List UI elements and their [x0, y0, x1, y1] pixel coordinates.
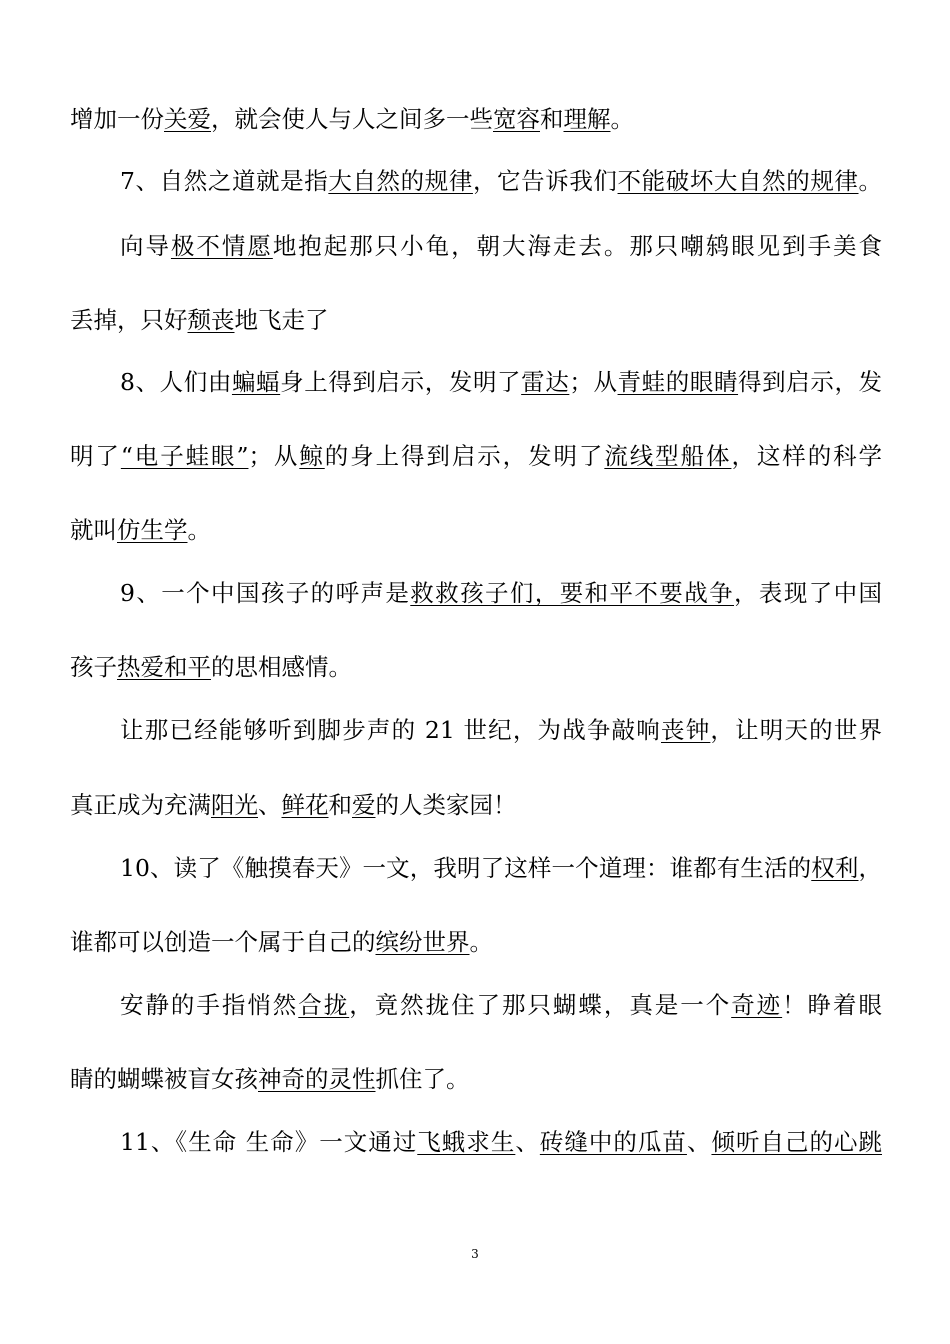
text-line-14 [120, 990, 882, 1020]
text-run: 安静的手指悄然 [120, 991, 299, 1019]
text-run: 和 [540, 105, 564, 133]
text-run: 11、《生命 生命》一文通过 [120, 1128, 418, 1156]
text-run: ；从 [248, 442, 300, 470]
underlined-answer: 阳光 [211, 791, 258, 819]
text-run: 孩子 [70, 653, 117, 681]
text-run: 。 [610, 105, 634, 133]
underlined-answer: 砖缝中的瓜苗 [539, 1128, 687, 1156]
text-run: 得到启示，发 [738, 368, 882, 396]
text-line-16 [120, 1127, 882, 1157]
underlined-answer: 理解 [563, 105, 611, 133]
text-run: 9、一个中国孩子的呼声是 [120, 579, 411, 607]
underlined-answer: 救救孩子们，要和平不要战争 [410, 579, 735, 607]
text-run: ！睁着眼 [782, 991, 882, 1019]
text-line-1 [70, 104, 882, 134]
text-run: ， [858, 854, 882, 882]
underlined-answer: 热爱和平 [117, 653, 211, 681]
page-number: 3 [471, 1247, 479, 1261]
underlined-answer: 飞蛾求生 [417, 1128, 516, 1156]
text-line-2 [120, 166, 882, 196]
text-run: 就叫 [70, 516, 117, 544]
text-line-8 [120, 578, 882, 608]
underlined-answer: 缤纷世界 [375, 928, 470, 956]
text-line-9 [70, 652, 882, 682]
text-run: 的思相感情。 [211, 653, 352, 681]
text-run: 丢掉，只好 [70, 306, 188, 334]
text-line-4 [70, 305, 882, 335]
text-line-12 [120, 853, 882, 883]
text-run: ，就会使人与人之间多一些 [211, 105, 493, 133]
text-run: 真正成为充满 [70, 791, 211, 819]
text-line-5 [120, 367, 882, 397]
text-run: ；从 [569, 368, 618, 396]
text-run: 明了 [70, 442, 121, 470]
text-run: 的身上得到启示，发明了 [324, 442, 605, 470]
text-line-7 [70, 515, 882, 545]
text-run: 和 [328, 791, 352, 819]
text-run: 身上得到启示，发明了 [280, 368, 522, 396]
underlined-answer: 鲸 [299, 442, 325, 470]
text-run: ，竟然拢住了那只蝴蝶，真是一个 [349, 991, 732, 1019]
underlined-answer: 颓丧 [187, 306, 235, 334]
text-run: 8、人们由 [120, 368, 232, 396]
underlined-answer: 大自然的规律 [328, 167, 473, 195]
text-run: 抓住了。 [375, 1065, 470, 1093]
text-run: 、 [258, 791, 282, 819]
underlined-answer: 奇迹 [731, 991, 783, 1019]
underlined-answer: 不能破坏大自然的规律 [617, 167, 859, 195]
text-line-10 [120, 715, 882, 745]
text-run: 、 [515, 1128, 540, 1156]
text-line-6 [70, 441, 882, 471]
underlined-answer: 丧钟 [661, 716, 711, 744]
underlined-answer: “电子蛙眼” [120, 442, 249, 470]
underlined-answer: 极不情愿 [170, 232, 273, 260]
underlined-answer: 鲜花 [281, 791, 329, 819]
underlined-answer: 青蛙的眼睛 [617, 368, 739, 396]
underlined-answer: 权利 [811, 854, 859, 882]
text-run: 向导 [120, 232, 171, 260]
underlined-answer: 爱 [352, 791, 376, 819]
text-run: 。 [187, 516, 211, 544]
underlined-answer: 关爱 [164, 105, 211, 133]
underlined-answer: 雷达 [521, 368, 570, 396]
underlined-answer: 神奇的灵性 [258, 1065, 376, 1093]
underlined-answer: 合拢 [298, 991, 350, 1019]
text-run: 地抱起那只小龟，朝大海走去。那只嘲鸫眼见到手美食 [272, 232, 882, 260]
text-run: 10、读了《触摸春天》一文，我明了这样一个道理：谁都有生活的 [120, 854, 812, 882]
underlined-answer: 倾听自己的心跳 [711, 1128, 882, 1156]
underlined-answer: 蝙蝠 [231, 368, 281, 396]
underlined-answer: 宽容 [493, 105, 540, 133]
text-run: ，让明天的世界 [710, 716, 882, 744]
text-run: 。 [858, 167, 882, 195]
text-run: ，它告诉我们 [472, 167, 618, 195]
underlined-answer: 仿生学 [117, 516, 188, 544]
text-run: 谁都可以创造一个属于自己的 [70, 928, 376, 956]
text-line-15 [70, 1064, 882, 1094]
text-line-3 [120, 231, 882, 261]
text-run: 睛的蝴蝶被盲女孩 [70, 1065, 258, 1093]
text-run: ，这样的科学 [731, 442, 882, 470]
text-run: 的人类家园！ [375, 791, 517, 819]
underlined-answer: 流线型船体 [604, 442, 732, 470]
text-run: 让那已经能够听到脚步声的 21 世纪，为战争敲响 [120, 716, 661, 744]
text-run: 地飞走了 [234, 306, 329, 334]
text-run: 增加一份 [70, 105, 164, 133]
text-run: ，表现了中国 [734, 579, 882, 607]
text-line-13 [70, 927, 882, 957]
text-run: 、 [686, 1128, 712, 1156]
text-run: 。 [469, 928, 493, 956]
text-line-11 [70, 790, 882, 820]
text-run: 7、自然之道就是指 [120, 167, 329, 195]
